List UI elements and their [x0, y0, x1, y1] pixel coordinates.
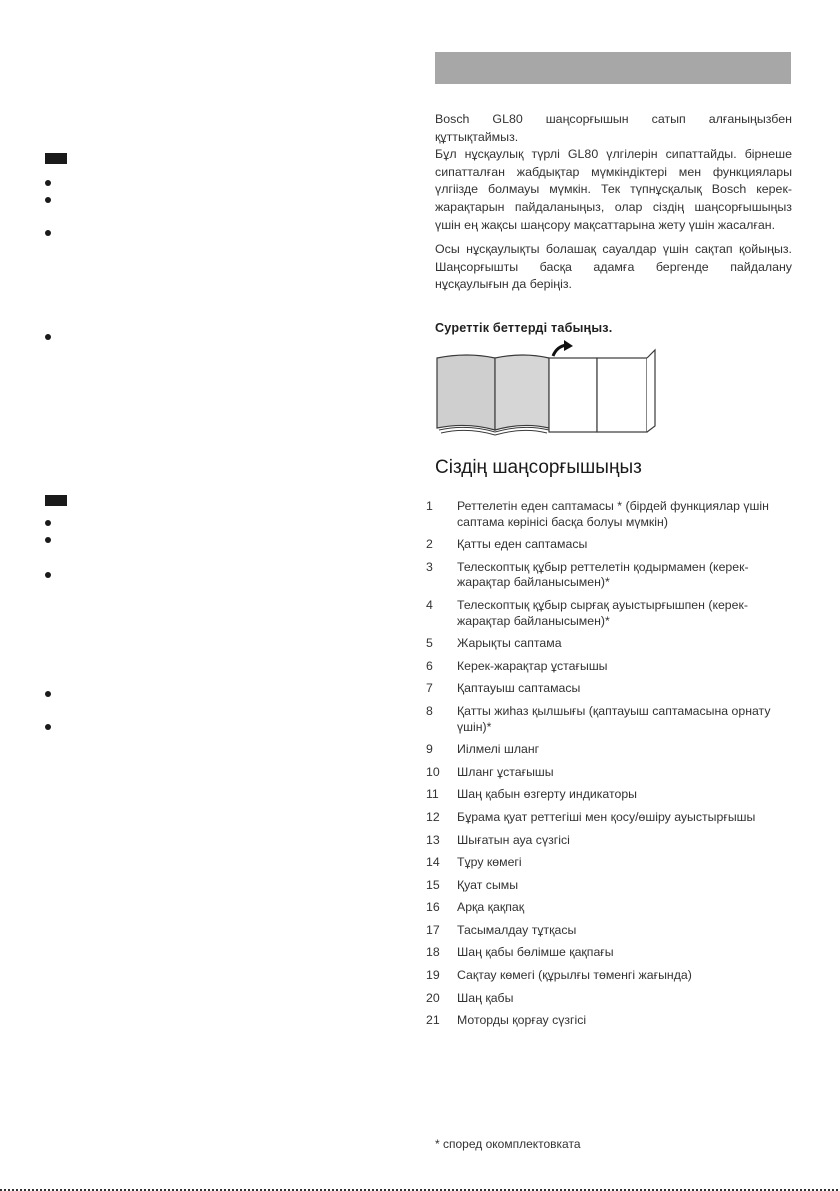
- list-item: [426, 537, 796, 553]
- list-item: [426, 855, 796, 871]
- section-marker: [45, 495, 67, 506]
- item-number: 8: [426, 703, 433, 718]
- item-label: Телескоптық құбыр сырғақ ауыстырғышпен (керек-жарақтар байланысымен)*: [457, 597, 748, 628]
- footnote: * според окомплектовката: [435, 1137, 581, 1151]
- parts-list: [426, 499, 796, 1036]
- list-item: [426, 900, 796, 916]
- item-label: Қатты жиһаз қылшығы (қаптауыш саптамасына орнату үшін)*: [457, 703, 771, 734]
- item-number: 3: [426, 559, 433, 574]
- item-number: 11: [426, 787, 439, 802]
- item-number: 2: [426, 537, 433, 552]
- item-number: 1: [426, 499, 433, 513]
- item-number: 20: [426, 990, 440, 1005]
- header-bar: [435, 52, 791, 84]
- item-number: 7: [426, 681, 433, 696]
- list-item: [426, 636, 796, 652]
- intro-paragraph: Bosch GL80 шаңсорғышын сатып алғаныңызбен құттықтаймыз.: [435, 112, 792, 144]
- intro-paragraph: Бұл нұсқаулық түрлі GL80 үлгілерін сипаттайды. бірнеше сипатталған жабдықтар мүмкіндіктері мен функциялары үлгіізде болмауы мүмкін. Тек түпнұсқалық Bosch керек-жарақтарын пайдаланыңыз, олар сіздің шаңсорғышыңыз үшін ең жақсы шаңсору мақсаттарына жету үшін жасалған.: [435, 147, 792, 232]
- list-item: [426, 878, 796, 894]
- list-item: [426, 787, 796, 803]
- bullet: [45, 691, 51, 697]
- item-number: 19: [426, 968, 440, 983]
- item-label: Қуат сымы: [457, 877, 519, 892]
- bullet: [45, 537, 51, 543]
- item-number: 18: [426, 945, 440, 960]
- item-label: Иілмелі шланг: [457, 742, 540, 757]
- parts-section-title: Сіздің шаңсорғышыңыз: [435, 457, 642, 478]
- item-label: Қатты еден саптамасы: [457, 537, 588, 552]
- bullet: [45, 197, 51, 203]
- section-marker: [45, 153, 67, 164]
- bullet: [45, 230, 51, 236]
- bullet: [45, 572, 51, 578]
- item-label: Тұру көмегі: [457, 855, 522, 870]
- item-number: 5: [426, 636, 433, 651]
- item-number: 10: [426, 764, 440, 779]
- item-number: 14: [426, 855, 440, 870]
- list-item: [426, 765, 796, 781]
- item-label: Моторды қорғау сүзгісі: [457, 1013, 587, 1028]
- bullet: [45, 180, 51, 186]
- list-item: [426, 681, 796, 697]
- intro-paragraph: Осы нұсқаулықты болашақ сауалдар үшін сақтап қойыңыз. Шаңсорғышты басқа адамға бергенде пайдалану нұсқаулығын да беріңіз.: [435, 242, 792, 292]
- item-number: 17: [426, 922, 440, 937]
- fold-heading: Суреттік беттерді табыңыз.: [435, 321, 613, 335]
- item-number: 16: [426, 900, 440, 915]
- item-number: 15: [426, 877, 440, 892]
- list-item: [426, 1013, 796, 1029]
- list-item: [426, 810, 796, 826]
- item-number: 6: [426, 658, 433, 673]
- list-item: [426, 991, 796, 1007]
- item-number: 9: [426, 742, 433, 757]
- list-item: [426, 945, 796, 961]
- intro-text: [435, 111, 792, 301]
- fold-out-pages-illustration: [433, 340, 663, 438]
- item-label: Шаң қабы бөлімше қақпағы: [457, 945, 614, 960]
- item-number: 12: [426, 809, 440, 824]
- list-item: [426, 499, 796, 530]
- item-label: Реттелетін еден саптамасы * (бірдей функциялар үшін саптама көрінісі басқа болуы мүмкін): [457, 499, 769, 529]
- item-label: Телескоптық құбыр реттелетін қодырмамен (керек-жарақтар байланысымен)*: [457, 559, 749, 590]
- item-number: 21: [426, 1013, 440, 1028]
- bullet: [45, 520, 51, 526]
- list-item: [426, 742, 796, 758]
- list-item: [426, 659, 796, 675]
- list-item: [426, 598, 796, 629]
- list-item: [426, 968, 796, 984]
- item-number: 4: [426, 597, 433, 612]
- item-label: Жарықты саптама: [457, 636, 562, 651]
- item-label: Керек-жарақтар ұстағышы: [457, 658, 608, 673]
- item-number: 13: [426, 832, 440, 847]
- item-label: Қаптауыш саптамасы: [457, 681, 581, 696]
- item-label: Арқа қақпақ: [457, 900, 525, 915]
- list-item: [426, 923, 796, 939]
- item-label: Шығатын ауа сүзгісі: [457, 832, 570, 847]
- item-label: Сақтау көмегі (құрылғы төменгі жағында): [457, 968, 692, 983]
- item-label: Бұрама қуат реттегіші мен қосу/өшіру ауыстырғышы: [457, 809, 756, 824]
- bullet: [45, 334, 51, 340]
- item-label: Шланг ұстағышы: [457, 764, 554, 779]
- item-label: Шаң қабы: [457, 990, 514, 1005]
- item-label: Тасымалдау тұтқасы: [457, 922, 577, 937]
- list-item: [426, 833, 796, 849]
- item-label: Шаң қабын өзгерту индикаторы: [457, 787, 637, 802]
- list-item: [426, 560, 796, 591]
- bullet: [45, 724, 51, 730]
- list-item: [426, 704, 796, 735]
